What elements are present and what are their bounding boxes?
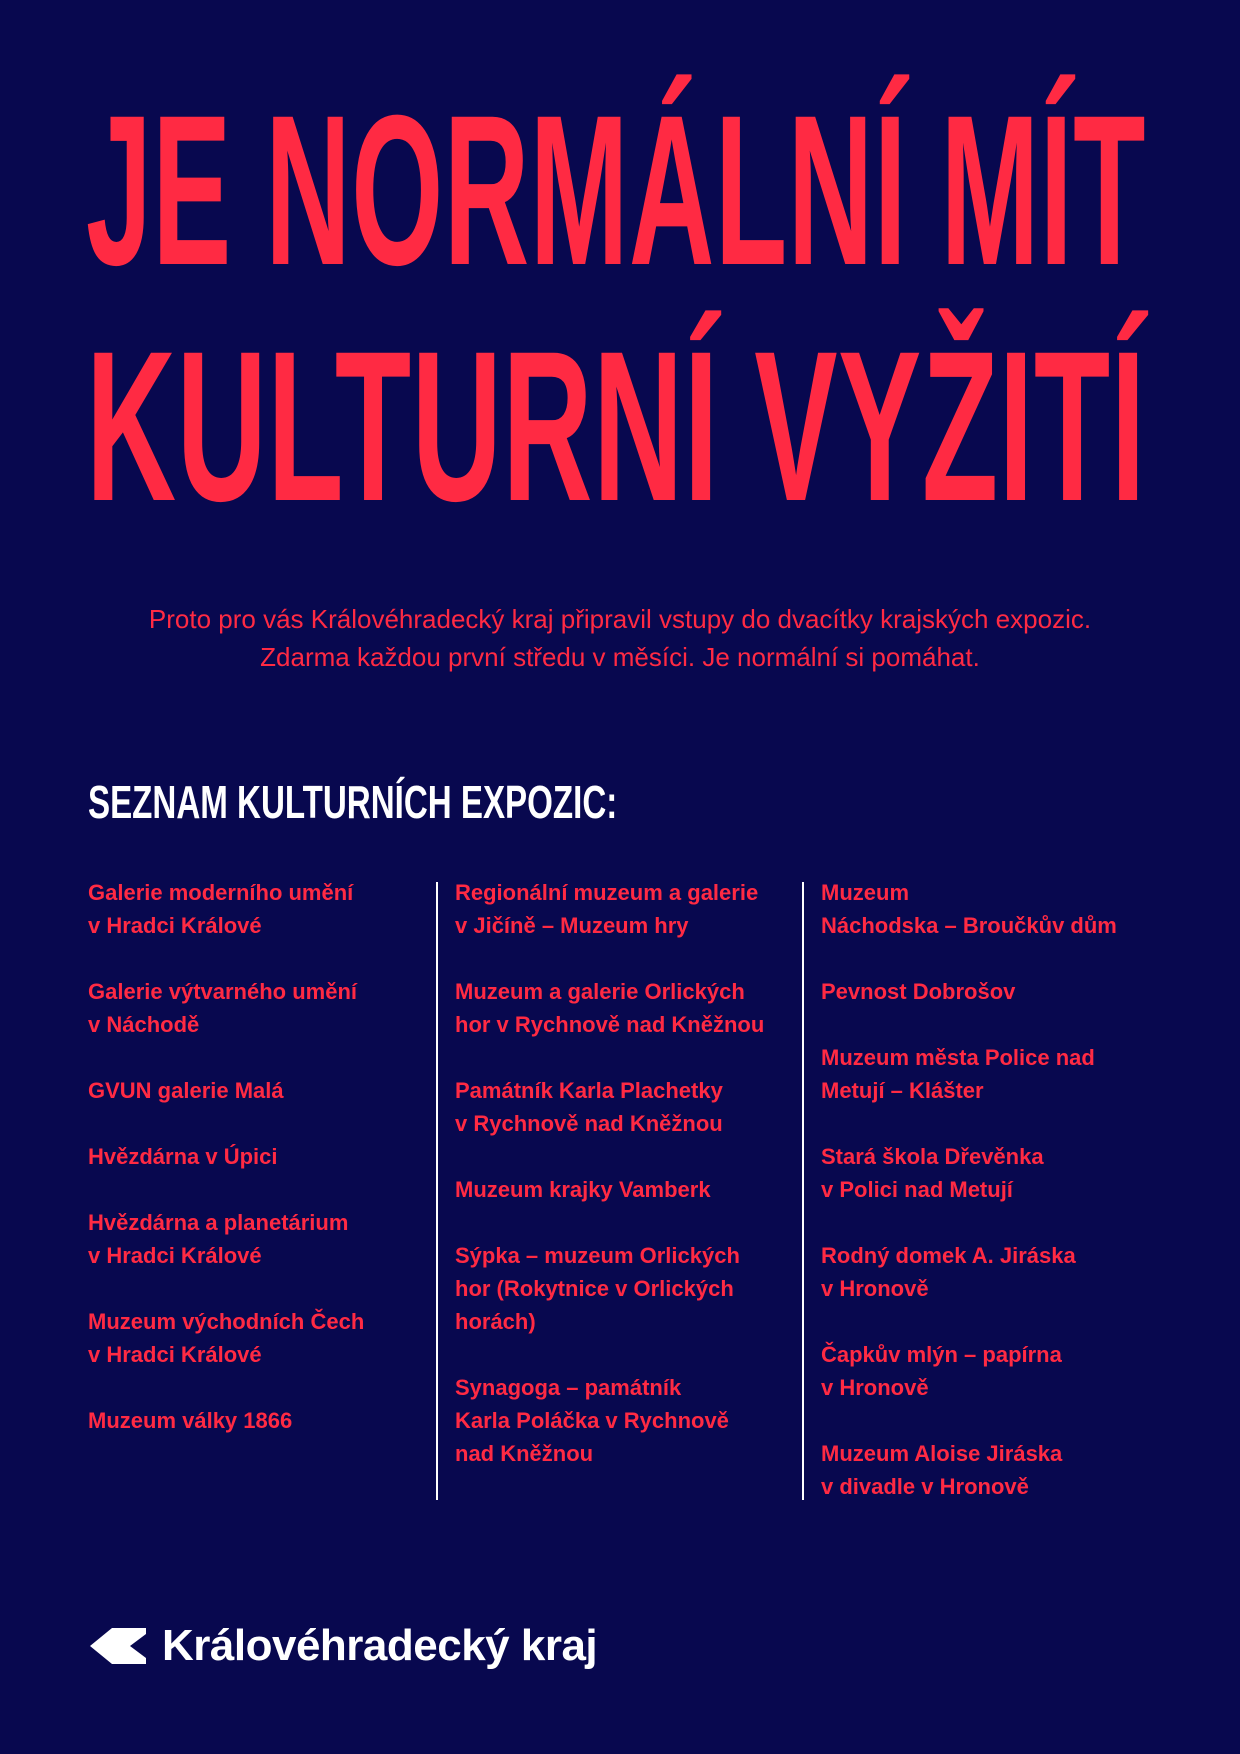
exhibition-item-line: Hvězdárna a planetárium [88, 1210, 349, 1235]
exhibition-item [455, 975, 795, 1041]
exhibition-column-2 [455, 876, 795, 1503]
exhibition-item-line: Muzeum války 1866 [88, 1408, 293, 1433]
exhibition-item-line: Čapkův mlýn – papírna [821, 1342, 1062, 1367]
exhibition-item [821, 1140, 1161, 1206]
exhibition-item-line: Sýpka – muzeum Orlických [455, 1243, 740, 1268]
exhibition-item [88, 975, 428, 1041]
exhibition-item-line: Galerie výtvarného umění [88, 979, 357, 1004]
exhibition-item-line: Památník Karla Plachetky [455, 1078, 723, 1103]
exhibition-item-line: v Hradci Králové [88, 913, 262, 938]
exhibition-item-line: Regionální muzeum a galerie [455, 880, 759, 905]
exhibition-item-line: Synagoga – památník [455, 1375, 682, 1400]
exhibition-item [455, 1074, 795, 1140]
brand-name: Královéhradecký kraj [162, 1621, 598, 1670]
exhibition-item-line: v Hradci Králové [88, 1243, 262, 1268]
exhibition-item-line: Náchodska – Broučkův dům [821, 913, 1117, 938]
exhibition-item-line: Hvězdárna v Úpici [88, 1144, 278, 1169]
exhibition-item-line: v Polici nad Metují [821, 1177, 1013, 1202]
intro-line-2: Zdarma každou první středu v měsíci. Je normální si pomáhat. [260, 642, 980, 672]
exhibition-item-line: hor v Rychnově nad Kněžnou [455, 1012, 765, 1037]
headline-line-1-text: JE NORMÁLNÍ MÍT [86, 71, 1146, 310]
exhibition-item-line: hor (Rokytnice v Orlických [455, 1276, 734, 1301]
exhibition-item [88, 1074, 428, 1107]
exhibition-item-line: v Hronově [821, 1276, 929, 1301]
list-title-text: SEZNAM KULTURNÍCH EXPOZIC: [88, 776, 618, 828]
exhibition-item [88, 1206, 428, 1272]
brand-footer [88, 1616, 597, 1676]
exhibition-item-line: nad Kněžnou [455, 1441, 594, 1466]
exhibition-item [821, 1041, 1161, 1107]
column-divider-2 [802, 882, 804, 1500]
exhibition-item [455, 1173, 795, 1206]
exhibition-item-line: Muzeum [821, 880, 909, 905]
exhibition-item-line: Muzeum východních Čech [88, 1309, 365, 1334]
exhibition-item-line: Galerie moderního umění [88, 880, 354, 905]
exhibition-column-1 [88, 876, 428, 1470]
exhibition-item-line: Rodný domek A. Jiráska [821, 1243, 1076, 1268]
exhibition-item-line: Muzeum města Police nad [821, 1045, 1095, 1070]
exhibition-item [88, 1404, 428, 1437]
exhibition-item [821, 1437, 1161, 1503]
intro-line-1: Proto pro vás Královéhradecký kraj připravil vstupy do dvacítky krajských expozic. [148, 604, 1092, 634]
column-divider-1 [436, 882, 438, 1500]
exhibition-column-3 [821, 876, 1161, 1536]
headline-line-1 [86, 71, 1154, 310]
exhibition-item-line: v divadle v Hronově [821, 1474, 1029, 1499]
exhibition-item-line: Muzeum Aloise Jiráska [821, 1441, 1063, 1466]
exhibition-item-line: horách) [455, 1309, 536, 1334]
exhibition-item [821, 1338, 1161, 1404]
exhibition-item [455, 1371, 795, 1470]
exhibition-item [821, 975, 1161, 1008]
exhibition-item [88, 1140, 428, 1173]
headline-line-2 [86, 307, 1154, 546]
exhibition-item-line: v Jičíně – Muzeum hry [455, 913, 689, 938]
exhibition-item-line: Karla Poláčka v Rychnově [455, 1408, 729, 1433]
exhibition-item [821, 1239, 1161, 1305]
intro-paragraph [60, 600, 1180, 676]
exhibition-item [455, 1239, 795, 1338]
exhibition-item [88, 1305, 428, 1371]
exhibition-item [455, 876, 795, 942]
exhibition-item [821, 876, 1161, 942]
exhibition-item-line: Muzeum krajky Vamberk [455, 1177, 711, 1202]
exhibition-item-line: v Hradci Králové [88, 1342, 262, 1367]
exhibition-item-line: Stará škola Dřevěnka [821, 1144, 1044, 1169]
list-title [88, 774, 823, 830]
exhibition-item-line: Pevnost Dobrošov [821, 979, 1016, 1004]
exhibition-item-line: Metují – Klášter [821, 1078, 984, 1103]
exhibition-item [88, 876, 428, 942]
exhibition-item-line: v Hronově [821, 1375, 929, 1400]
region-logo-icon [88, 1624, 148, 1668]
exhibition-item-line: v Rychnově nad Kněžnou [455, 1111, 723, 1136]
exhibition-item-line: Muzeum a galerie Orlických [455, 979, 745, 1004]
exhibition-item-line: GVUN galerie Malá [88, 1078, 284, 1103]
exhibition-item-line: v Náchodě [88, 1012, 200, 1037]
headline-line-2-text: KULTURNÍ VYŽITÍ [86, 307, 1146, 546]
